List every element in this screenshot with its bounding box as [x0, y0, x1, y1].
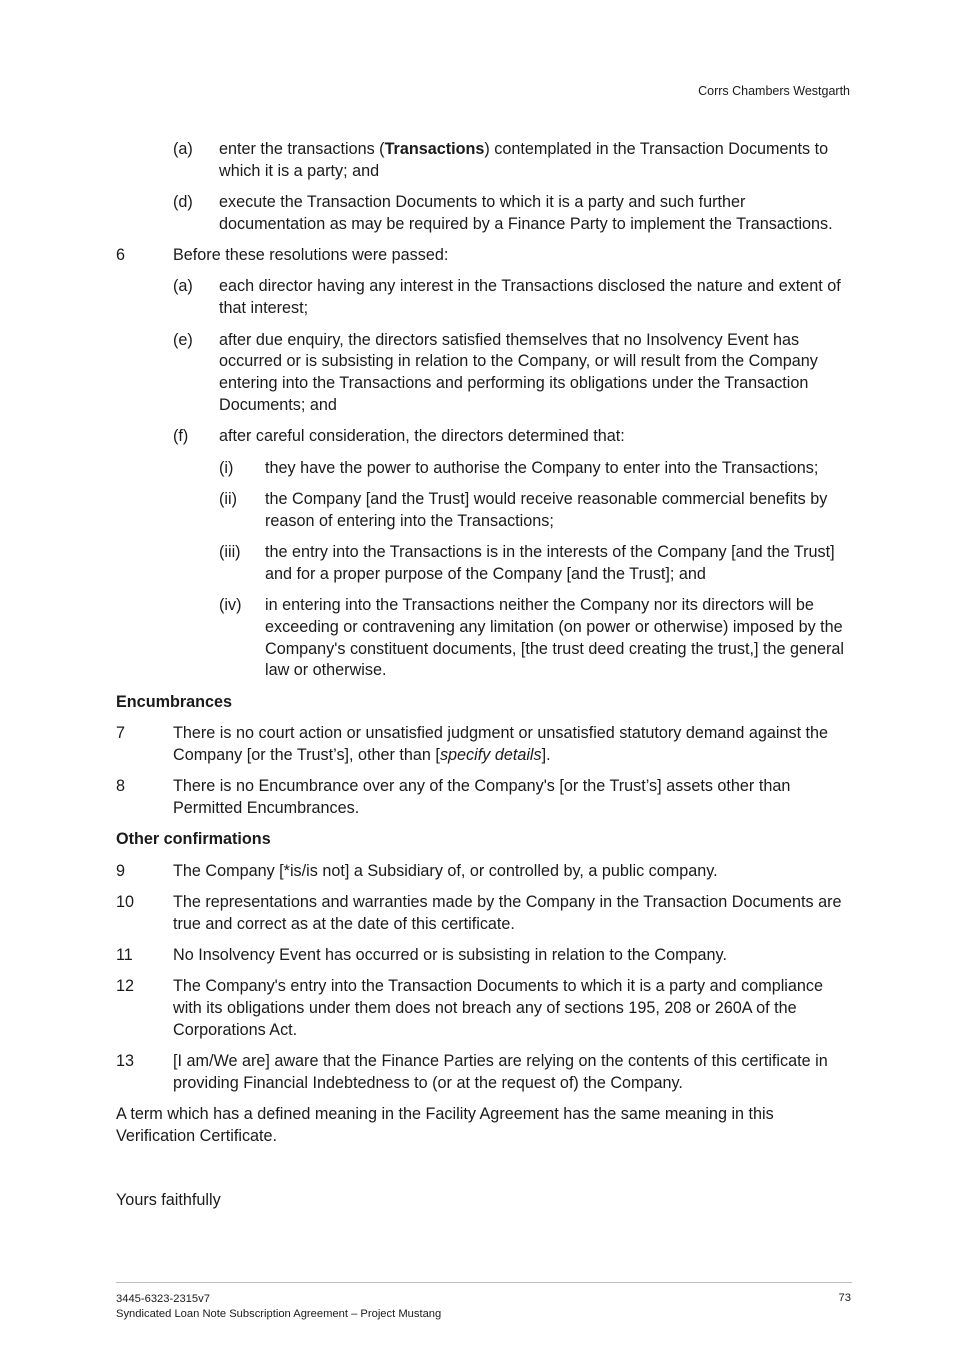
numbered-item	[116, 861, 850, 883]
item-label: (iii)	[219, 542, 241, 561]
definition-paragraph: A term which has a defined meaning in the Facility Agreement has the same meaning in this Verification Certificate.	[116, 1105, 774, 1145]
item-text: execute the Transaction Documents to which it is a party and such further documentation as may be required by a Finance Party to implement the Transactions.	[219, 193, 833, 233]
footer-doc-id: 3445-6323-2315v7	[116, 1293, 210, 1305]
sub-list-item	[116, 489, 850, 533]
numbered-item	[116, 945, 850, 967]
item-text: each director having any interest in the Transactions disclosed the nature and extent of that interest;	[219, 277, 841, 318]
sub-list-item	[116, 542, 850, 586]
footer-title: Syndicated Loan Note Subscription Agreement – Project Mustang	[116, 1308, 442, 1320]
item-number: 10	[116, 892, 135, 911]
list-item	[116, 426, 850, 448]
numbered-item	[116, 1051, 850, 1095]
item-label: (a)	[173, 277, 193, 296]
header-firm-name: Corrs Chambers Westgarth	[698, 84, 850, 98]
placeholder-text: specify details	[439, 745, 542, 764]
item-text: they have the power to authorise the Company to enter into the Transactions;	[265, 458, 819, 477]
item-number: 11	[116, 945, 133, 964]
item-text: The representations and warranties made by the Company in the Transaction Documents are true and correct as at the date of this certificate.	[173, 892, 842, 933]
list-item	[116, 139, 850, 183]
item-number: 7	[116, 724, 126, 743]
item-number: 12	[116, 977, 135, 996]
numbered-item	[116, 976, 850, 1041]
numbered-item-7	[116, 723, 850, 767]
footer-divider	[116, 1282, 852, 1283]
item-text: the entry into the Transactions is in the interests of the Company [and the Trust] and for a proper purpose of the Company [and the Trust]; and	[265, 542, 835, 583]
list-item	[116, 192, 850, 236]
numbered-item-6	[116, 245, 850, 267]
item-number: 6	[116, 246, 126, 265]
page-number: 73	[838, 1292, 851, 1304]
footer-info	[116, 1292, 441, 1322]
item-text: Before these resolutions were passed:	[173, 246, 449, 265]
item-text: enter the transactions (Transactions) contemplated in the Transaction Documents to which it is a party; and	[219, 140, 829, 180]
item-text: There is no Encumbrance over any of the Company's [or the Trust’s] assets other than Permitted Encumbrances.	[173, 777, 791, 817]
item-number: 13	[116, 1052, 135, 1071]
item-text: after due enquiry, the directors satisfied themselves that no Insolvency Event has occurred or is subsisting in relation to the Company, or will result from the Company entering into the Transactions and performing its obligations under the Transaction Documents; and	[219, 330, 818, 414]
item-text: the Company [and the Trust] would receive reasonable commercial benefits by reason of entering into the Transactions;	[265, 489, 828, 530]
numbered-item	[116, 892, 850, 936]
item-text: There is no court action or unsatisfied judgment or unsatisfied statutory demand against the Company [or the Trust’s], other than [specify details].	[173, 724, 829, 764]
item-label: (ii)	[219, 489, 237, 508]
item-text: No Insolvency Event has occurred or is subsisting in relation to the Company.	[173, 945, 727, 964]
item-label: (i)	[219, 458, 234, 477]
item-number: 9	[116, 861, 126, 880]
item-label: (iv)	[219, 596, 242, 615]
list-item	[116, 276, 850, 320]
sub-list-item	[116, 458, 850, 480]
numbered-item-8	[116, 776, 850, 820]
list-item	[116, 330, 850, 417]
section-heading-encumbrances: Encumbrances	[116, 692, 233, 711]
section-heading-other-confirmations: Other confirmations	[116, 830, 271, 849]
item-label: (f)	[173, 427, 189, 446]
item-label: (d)	[173, 193, 193, 212]
item-label: (e)	[173, 330, 193, 349]
document-body	[116, 139, 850, 1221]
defined-term: Transactions	[384, 140, 485, 158]
sub-list-item	[116, 595, 850, 682]
item-text: after careful consideration, the directors determined that:	[219, 427, 625, 446]
item-text: in entering into the Transactions neither the Company nor its directors will be exceeding or contravening any limitation (on power or otherwise) imposed by the Company's constituent documents, [the trust deed creating the trust,] the general law or otherwise.	[265, 596, 844, 680]
item-label: (a)	[173, 140, 193, 158]
item-number: 8	[116, 777, 126, 796]
item-text: The Company's entry into the Transaction Documents to which it is a party and compliance with its obligations under them does not breach any of sections 195, 208 or 260A of the Corporations Act.	[173, 977, 824, 1039]
item-text: [I am/We are] aware that the Finance Parties are relying on the contents of this certificate in providing Financial Indebtedness to (or at the request of) the Company.	[173, 1052, 828, 1092]
item-text: The Company [*is/is not] a Subsidiary of, or controlled by, a public company.	[173, 861, 718, 880]
closing-salutation: Yours faithfully	[116, 1190, 221, 1209]
